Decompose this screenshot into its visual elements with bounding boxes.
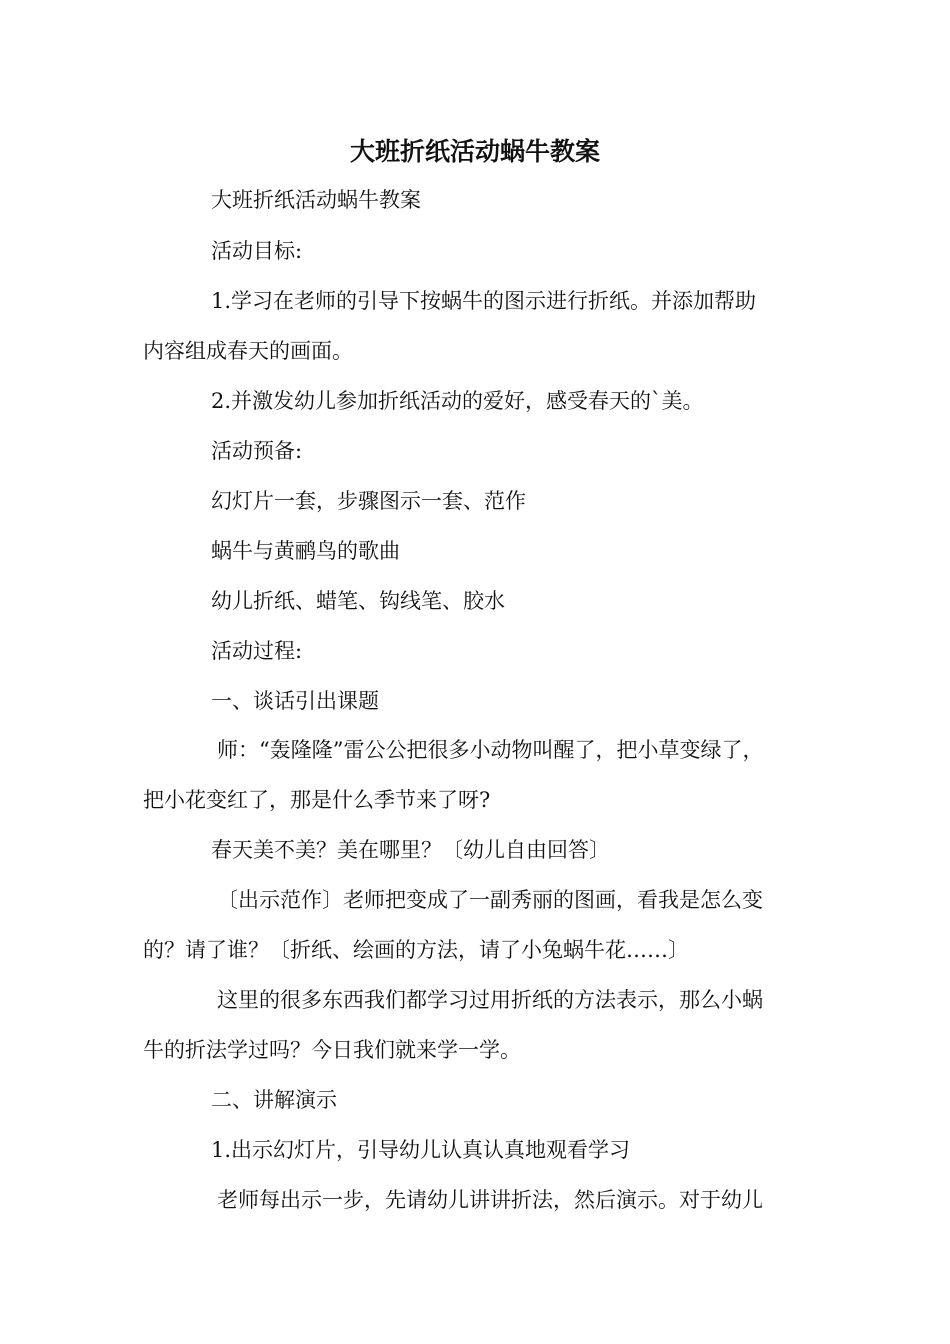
paragraph-line: 老师每出示一步，先请幼儿讲讲折法，然后演示。对于幼儿 bbox=[217, 1188, 763, 1212]
paragraph-line: 2.并激发幼儿参加折纸活动的爱好，感受春天的`美。 bbox=[211, 389, 704, 413]
paragraph-line: 活动过程: bbox=[211, 639, 303, 663]
paragraph-line: 大班折纸活动蜗牛教案 bbox=[211, 188, 421, 212]
paragraph-line: 〔出示范作〕老师把变成了一副秀丽的图画，看我是怎么变 bbox=[217, 888, 763, 912]
paragraph-line: 幻灯片一套，步骤图示一套、范作 bbox=[211, 489, 526, 513]
document-title: 大班折纸活动蜗牛教案 bbox=[349, 137, 600, 166]
paragraph-line: 牛的折法学过吗？今日我们就来学一学。 bbox=[143, 1038, 521, 1062]
paragraph-line: 二、讲解演示 bbox=[211, 1088, 337, 1112]
paragraph-line: 把小花变红了，那是什么季节来了呀? bbox=[143, 788, 491, 812]
paragraph-line: 活动目标: bbox=[211, 239, 303, 263]
paragraph-line: 这里的很多东西我们都学习过用折纸的方法表示，那么小蜗 bbox=[217, 988, 763, 1012]
paragraph-line: 一、谈话引出课题 bbox=[211, 689, 379, 713]
paragraph-line: 蜗牛与黄鹂鸟的歌曲 bbox=[211, 539, 400, 563]
paragraph-line: 内容组成春天的画面。 bbox=[143, 339, 353, 363]
paragraph-line: 春天美不美？美在哪里？〔幼儿自由回答〕 bbox=[211, 838, 610, 862]
paragraph-line: 1.出示幻灯片，引导幼儿认真认真地观看学习 bbox=[211, 1138, 631, 1162]
paragraph-line: 师：“轰隆隆”雷公公把很多小动物叫醒了，把小草变绿了， bbox=[217, 738, 764, 762]
paragraph-line: 1.学习在老师的引导下按蜗牛的图示进行折纸。并添加帮助 bbox=[211, 289, 757, 313]
paragraph-line: 的？请了谁？〔折纸、绘画的方法，请了小兔蜗牛花……〕 bbox=[143, 938, 689, 962]
paragraph-line: 幼儿折纸、蜡笔、钩线笔、胶水 bbox=[211, 589, 505, 613]
paragraph-line: 活动预备: bbox=[211, 439, 303, 463]
